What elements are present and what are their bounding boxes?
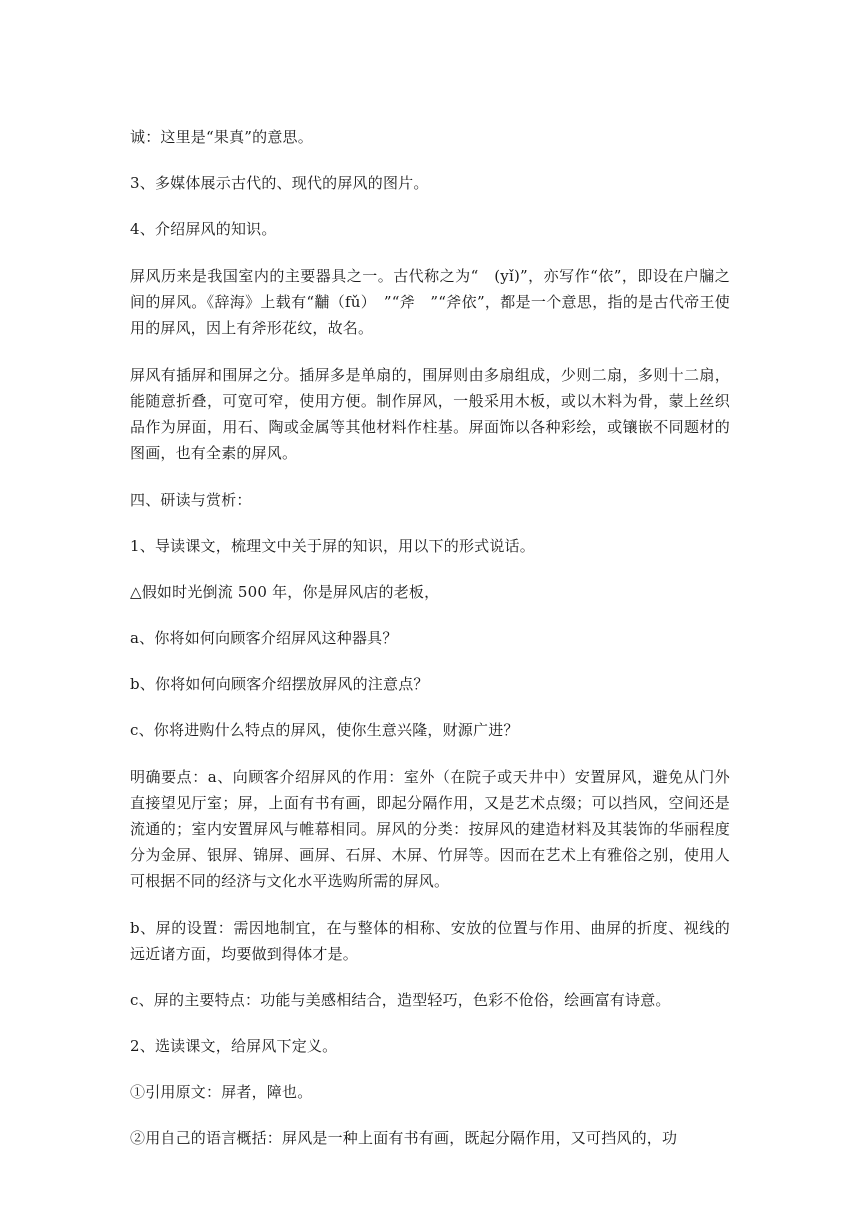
paragraph-7: 1、导读课文，梳理文中关于屏的知识，用以下的形式说话。 <box>130 537 535 555</box>
paragraph-4: 屏风历来是我国室内的主要器具之一。古代称之为“ (yǐ)”，亦写作“依”，即设在户牖之间的屏风。《辞海》上载有“黼（fǔ） ”“斧 ”“斧依”，都是一个意思，指的是古代帝王使用的屏风，因上有斧形花纹，故名。 <box>130 267 730 337</box>
paragraph-10: b、你将如何向顾客介绍摆放屏风的注意点？ <box>130 675 429 693</box>
paragraph-17: ②用自己的语言概括：屏风是一种上面有书有画，既起分隔作用，又可挡风的，功 <box>130 1129 678 1147</box>
paragraph-5: 屏风有插屏和围屏之分。插屏多是单扇的，围屏则由多扇组成，少则二扇，多则十二扇，能随意折叠，可宽可窄，使用方便。制作屏风，一般采用木板，或以木料为骨，蒙上丝织品作为屏面，用石、陶或金属等其他材料作柱基。屏面饰以各种彩绘，或镶嵌不同题材的图画，也有全素的屏风。 <box>130 366 730 462</box>
paragraph-11: c、你将进购什么特点的屏风，使你生意兴隆，财源广进？ <box>130 721 519 739</box>
section-heading-4: 四、研读与赏析： <box>130 491 252 509</box>
paragraph-14: c、屏的主要特点：功能与美感相结合，造型轻巧，色彩不伧俗，绘画富有诗意。 <box>130 991 671 1009</box>
paragraph-9: a、你将如何向顾客介绍屏风这种器具？ <box>130 629 398 647</box>
paragraph-12: 明确要点：a、向顾客介绍屏风的作用：室外（在院子或天井中）安置屏风，避免从门外直接望见厅室；屏，上面有书有画，即起分隔作用，又是艺术点缀；可以挡风，空间还是流通的；室内安置屏风与帷幕相同。屏风的分类：按屏风的建造材料及其装饰的华丽程度分为金屏、银屏、锦屏、画屏、石屏、木屏、竹屏等。因而在艺术上有雅俗之别，使用人可根据不同的经济与文化水平选购所需的屏风。 <box>130 768 730 890</box>
paragraph-3: 4、介绍屏风的知识。 <box>130 220 277 238</box>
paragraph-8: △假如时光倒流 500 年，你是屏风店的老板， <box>130 583 440 601</box>
paragraph-16: ①引用原文：屏者，障也。 <box>130 1083 313 1101</box>
paragraph-13: b、屏的设置：需因地制宜，在与整体的相称、安放的位置与作用、曲屏的折度、视线的远近诸方面，均要做到得体才是。 <box>130 919 730 963</box>
document-page <box>130 124 730 1151</box>
paragraph-1: 诚：这里是“果真”的意思。 <box>130 128 313 146</box>
paragraph-15: 2、选读课文，给屏风下定义。 <box>130 1037 338 1055</box>
paragraph-2: 3、多媒体展示古代的、现代的屏风的图片。 <box>130 174 429 192</box>
